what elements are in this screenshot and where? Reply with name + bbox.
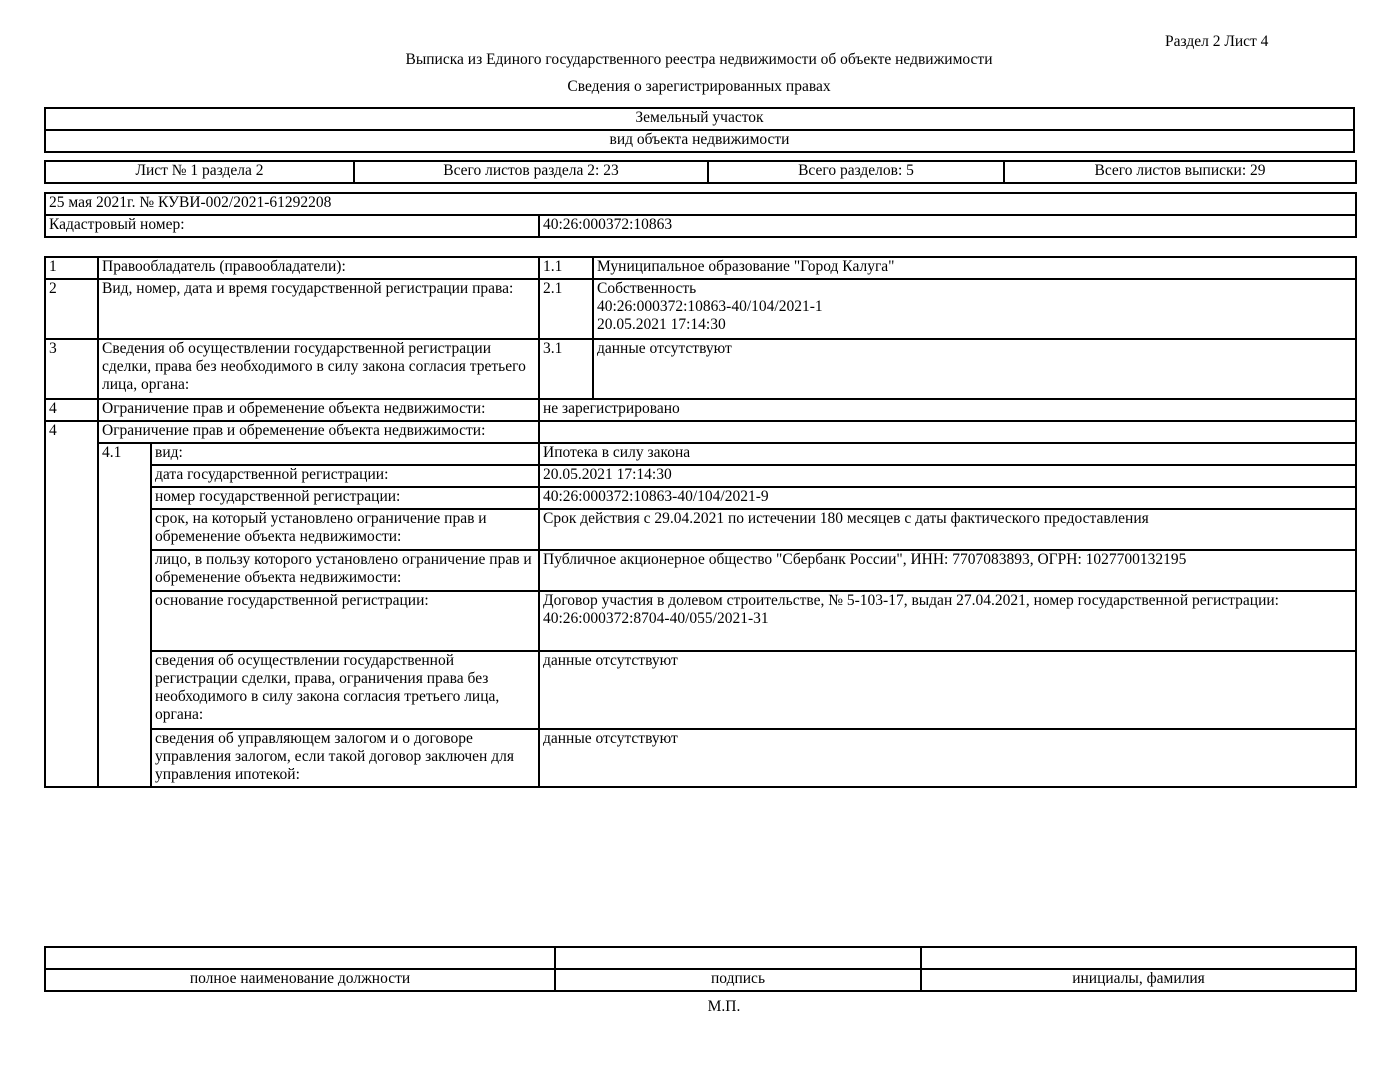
row-number: 2 bbox=[45, 279, 98, 339]
document-title: Выписка из Единого государственного реестра недвижимости об объекте недвижимости bbox=[405, 51, 993, 68]
encumbrance-field-label: сведения об управляющем залогом и о договоре управления залогом, если такой договор заключен для управления ипотекой: bbox=[151, 729, 539, 787]
signature-blank bbox=[555, 947, 921, 969]
row-number: 1 bbox=[45, 257, 98, 279]
page-reference: Раздел 2 Лист 4 bbox=[1165, 33, 1269, 50]
row-label: Сведения об осуществлении государственной регистрации сделки, права без необходимого в силу закона согласия третьего лица, органа: bbox=[98, 339, 539, 399]
encumbrance-field-label: вид: bbox=[151, 443, 539, 465]
name-blank bbox=[921, 947, 1356, 969]
object-type-value: Земельный участок bbox=[45, 108, 1354, 130]
encumbrance-subnumber: 4.1 bbox=[98, 443, 151, 787]
row-subnumber: 3.1 bbox=[539, 339, 593, 399]
row-subnumber: 2.1 bbox=[539, 279, 593, 339]
encumbrance-empty-value bbox=[539, 421, 1356, 443]
encumbrance-field-value: Срок действия с 29.04.2021 по истечении 180 месяцев с даты фактического предоставления bbox=[539, 509, 1356, 550]
date-and-number: 25 мая 2021г. № КУВИ-002/2021-61292208 bbox=[45, 193, 1356, 215]
encumbrance-row bbox=[45, 550, 1356, 591]
row-subnumber: 1.1 bbox=[539, 257, 593, 279]
encumbrance-field-value: Публичное акционерное общество "Сбербанк России", ИНН: 7707083893, ОГРН: 1027700132195 bbox=[539, 550, 1356, 591]
row-value: Муниципальное образование "Город Калуга" bbox=[593, 257, 1356, 279]
encumbrance-field-value: Договор участия в долевом строительстве, № 5-103-17, выдан 27.04.2021, номер государственной регистрации: 40:26:000372:8704-40/055/2021-31 bbox=[539, 591, 1356, 651]
encumbrance-label: Ограничение прав и обременение объекта недвижимости: bbox=[98, 421, 539, 443]
row-value: данные отсутствуют bbox=[593, 339, 1356, 399]
encumbrance-row bbox=[45, 509, 1356, 550]
row-label: Ограничение прав и обременение объекта недвижимости: bbox=[98, 399, 539, 421]
name-label: инициалы, фамилия bbox=[921, 969, 1356, 991]
encumbrance-field-value: 20.05.2021 17:14:30 bbox=[539, 465, 1356, 487]
document-subtitle: Сведения о зарегистрированных правах bbox=[567, 78, 831, 95]
encumbrance-field-label: дата государственной регистрации: bbox=[151, 465, 539, 487]
signature-label: подпись bbox=[555, 969, 921, 991]
position-label: полное наименование должности bbox=[45, 969, 555, 991]
row-label: Вид, номер, дата и время государственной регистрации права: bbox=[98, 279, 539, 339]
document-info-table bbox=[44, 192, 1357, 238]
rights-row bbox=[45, 279, 1356, 339]
encumbrance-field-label: срок, на который установлено ограничение прав и обременение объекта недвижимости: bbox=[151, 509, 539, 550]
encumbrance-field-label: номер государственной регистрации: bbox=[151, 487, 539, 509]
encumbrance-number: 4 bbox=[45, 421, 98, 787]
encumbrance-field-value: 40:26:000372:10863-40/104/2021-9 bbox=[539, 487, 1356, 509]
section-sheets-total: Всего листов раздела 2: 23 bbox=[354, 161, 708, 183]
encumbrance-header-row bbox=[45, 421, 1356, 443]
encumbrance-row bbox=[45, 591, 1356, 651]
row-number: 3 bbox=[45, 339, 98, 399]
sections-total: Всего разделов: 5 bbox=[708, 161, 1004, 183]
row-label: Правообладатель (правообладатели): bbox=[98, 257, 539, 279]
sheet-info-table bbox=[44, 160, 1357, 184]
row-number: 4 bbox=[45, 399, 98, 421]
row-value: не зарегистрировано bbox=[539, 399, 1356, 421]
sheet-number: Лист № 1 раздела 2 bbox=[45, 161, 354, 183]
encumbrance-row bbox=[45, 443, 1356, 465]
encumbrance-row bbox=[45, 651, 1356, 729]
rights-row bbox=[45, 399, 1356, 421]
rights-row bbox=[45, 257, 1356, 279]
rights-row bbox=[45, 339, 1356, 399]
encumbrance-row bbox=[45, 465, 1356, 487]
cadastral-number: 40:26:000372:10863 bbox=[539, 215, 1356, 237]
stamp-label: М.П. bbox=[707, 998, 741, 1015]
rights-table bbox=[44, 256, 1357, 788]
encumbrance-field-value: данные отсутствуют bbox=[539, 651, 1356, 729]
position-blank bbox=[45, 947, 555, 969]
encumbrance-field-value: Ипотека в силу закона bbox=[539, 443, 1356, 465]
signature-table bbox=[44, 946, 1357, 992]
encumbrance-field-value: данные отсутствуют bbox=[539, 729, 1356, 787]
encumbrance-field-label: лицо, в пользу которого установлено ограничение прав и обременение объекта недвижимости: bbox=[151, 550, 539, 591]
encumbrance-field-label: основание государственной регистрации: bbox=[151, 591, 539, 651]
object-type-label: вид объекта недвижимости bbox=[45, 130, 1354, 152]
extract-sheets-total: Всего листов выписки: 29 bbox=[1004, 161, 1356, 183]
row-value: Собственность 40:26:000372:10863-40/104/2021-1 20.05.2021 17:14:30 bbox=[593, 279, 1356, 339]
encumbrance-row bbox=[45, 487, 1356, 509]
cadastral-label: Кадастровый номер: bbox=[45, 215, 539, 237]
encumbrance-row bbox=[45, 729, 1356, 787]
object-type-table bbox=[44, 107, 1355, 153]
encumbrance-field-label: сведения об осуществлении государственной регистрации сделки, права, ограничения права без необходимого в силу закона согласия третьего лица, органа: bbox=[151, 651, 539, 729]
